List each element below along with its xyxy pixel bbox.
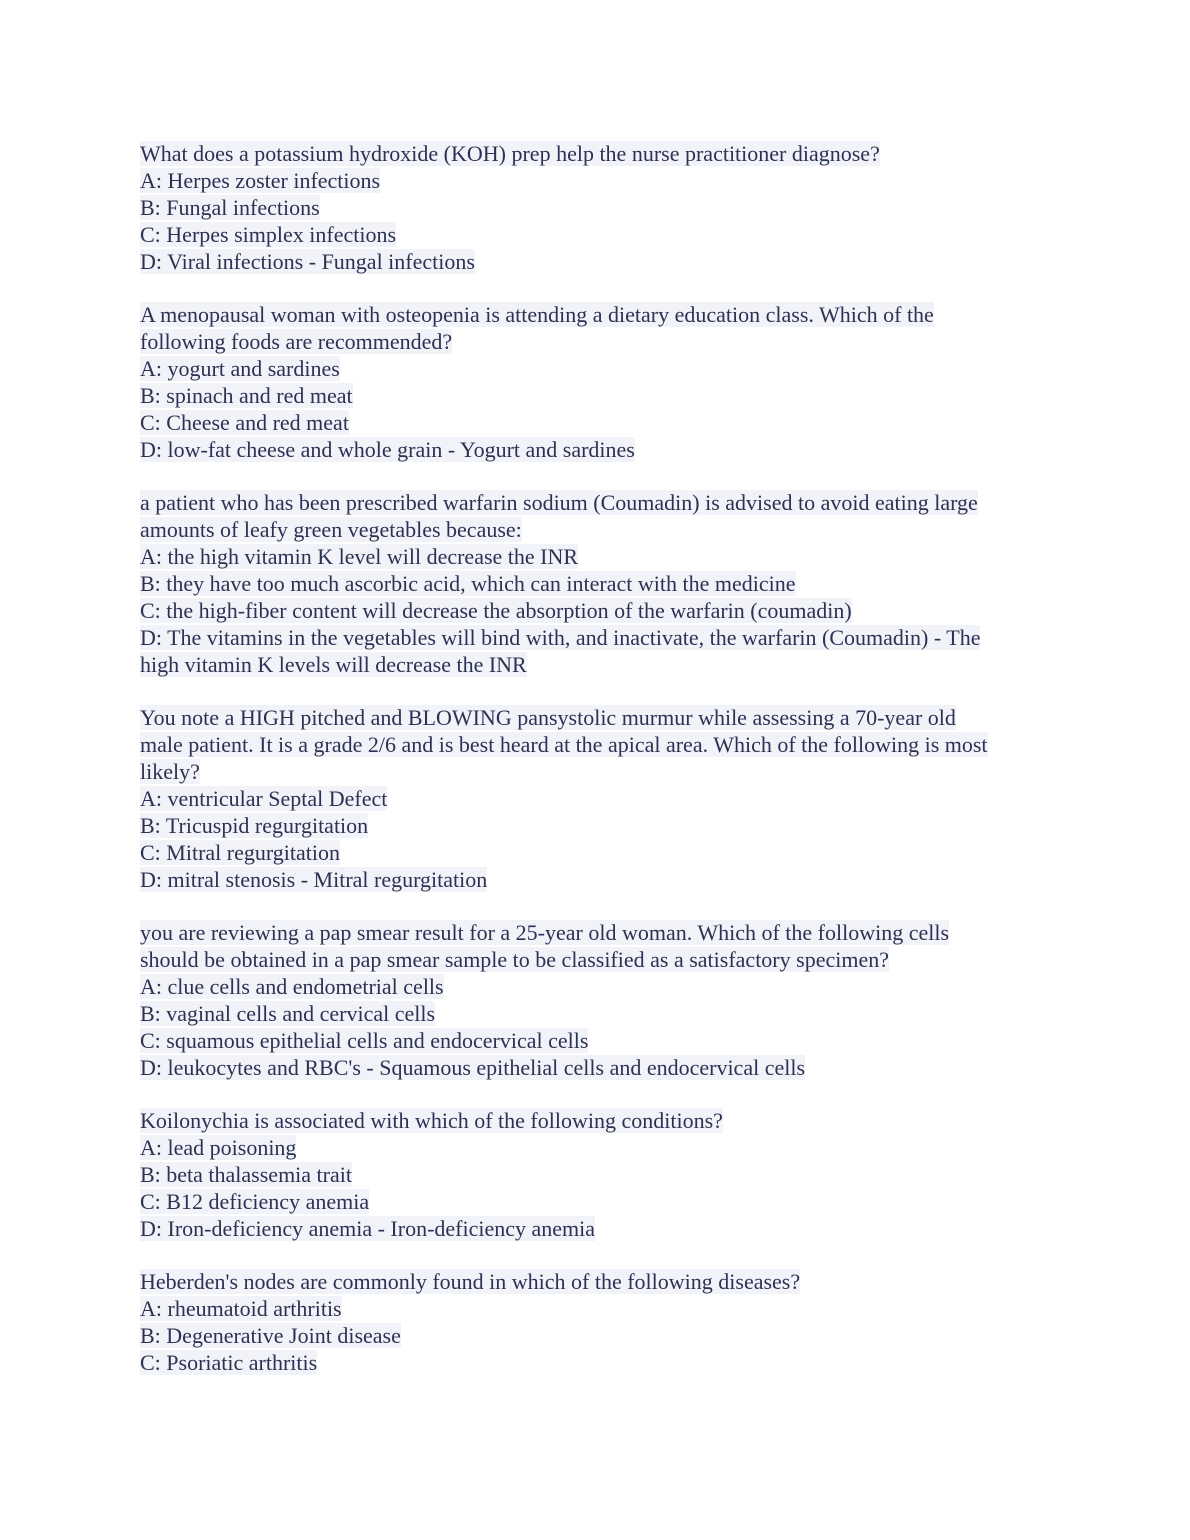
answer-option: C: Cheese and red meat	[140, 410, 349, 435]
question-block	[140, 704, 1050, 893]
answer-option: D: The vitamins in the vegetables will bind with, and inactivate, the warfarin (Coumadin) - The	[140, 625, 981, 650]
answer-option: C: the high-fiber content will decrease the absorption of the warfarin (coumadin)	[140, 598, 852, 623]
answer-option: A: yogurt and sardines	[140, 356, 340, 381]
answer-option: B: Fungal infections	[140, 195, 320, 220]
question-text: a patient who has been prescribed warfarin sodium (Coumadin) is advised to avoid eating large	[140, 490, 978, 515]
answer-option: D: Viral infections - Fungal infections	[140, 249, 475, 274]
answer-option: C: Herpes simplex infections	[140, 222, 397, 247]
question-block	[140, 1107, 1050, 1242]
answer-option: D: mitral stenosis - Mitral regurgitation	[140, 867, 488, 892]
answer-option: C: Psoriatic arthritis	[140, 1350, 318, 1375]
question-text: you are reviewing a pap smear result for a 25-year old woman. Which of the following cells	[140, 920, 950, 945]
question-text: A menopausal woman with osteopenia is attending a dietary education class. Which of the	[140, 302, 934, 327]
answer-option: B: spinach and red meat	[140, 383, 353, 408]
answer-option: B: beta thalassemia trait	[140, 1162, 352, 1187]
answer-option: D: low-fat cheese and whole grain - Yogurt and sardines	[140, 437, 635, 462]
question-text: following foods are recommended?	[140, 329, 453, 354]
answer-option: B: vaginal cells and cervical cells	[140, 1001, 436, 1026]
question-text: What does a potassium hydroxide (KOH) prep help the nurse practitioner diagnose?	[140, 141, 880, 166]
answer-option: B: they have too much ascorbic acid, which can interact with the medicine	[140, 571, 796, 596]
question-text: Koilonychia is associated with which of the following conditions?	[140, 1108, 723, 1133]
answer-option: D: leukocytes and RBC's - Squamous epithelial cells and endocervical cells	[140, 1055, 806, 1080]
question-block	[140, 140, 1050, 275]
answer-option: A: clue cells and endometrial cells	[140, 974, 444, 999]
document-body	[140, 140, 1050, 1402]
question-text: male patient. It is a grade 2/6 and is best heard at the apical area. Which of the following is most	[140, 732, 988, 757]
answer-option: A: ventricular Septal Defect	[140, 786, 388, 811]
answer-option: high vitamin K levels will decrease the INR	[140, 652, 527, 677]
question-block	[140, 919, 1050, 1081]
answer-option: D: Iron-deficiency anemia - Iron-deficiency anemia	[140, 1216, 596, 1241]
answer-option: A: Herpes zoster infections	[140, 168, 381, 193]
answer-option: A: the high vitamin K level will decrease the INR	[140, 544, 579, 569]
question-text: Heberden's nodes are commonly found in which of the following diseases?	[140, 1269, 801, 1294]
answer-option: C: B12 deficiency anemia	[140, 1189, 370, 1214]
question-block	[140, 301, 1050, 463]
question-block	[140, 1268, 1050, 1376]
answer-option: A: rheumatoid arthritis	[140, 1296, 342, 1321]
question-block	[140, 489, 1050, 678]
answer-option: B: Tricuspid regurgitation	[140, 813, 369, 838]
answer-option: C: Mitral regurgitation	[140, 840, 341, 865]
question-text: amounts of leafy green vegetables because:	[140, 517, 522, 542]
answer-option: A: lead poisoning	[140, 1135, 297, 1160]
question-text: should be obtained in a pap smear sample to be classified as a satisfactory specimen?	[140, 947, 889, 972]
answer-option: B: Degenerative Joint disease	[140, 1323, 401, 1348]
answer-option: C: squamous epithelial cells and endocervical cells	[140, 1028, 589, 1053]
question-text: likely?	[140, 759, 200, 784]
question-text: You note a HIGH pitched and BLOWING pansystolic murmur while assessing a 70-year old	[140, 705, 956, 730]
